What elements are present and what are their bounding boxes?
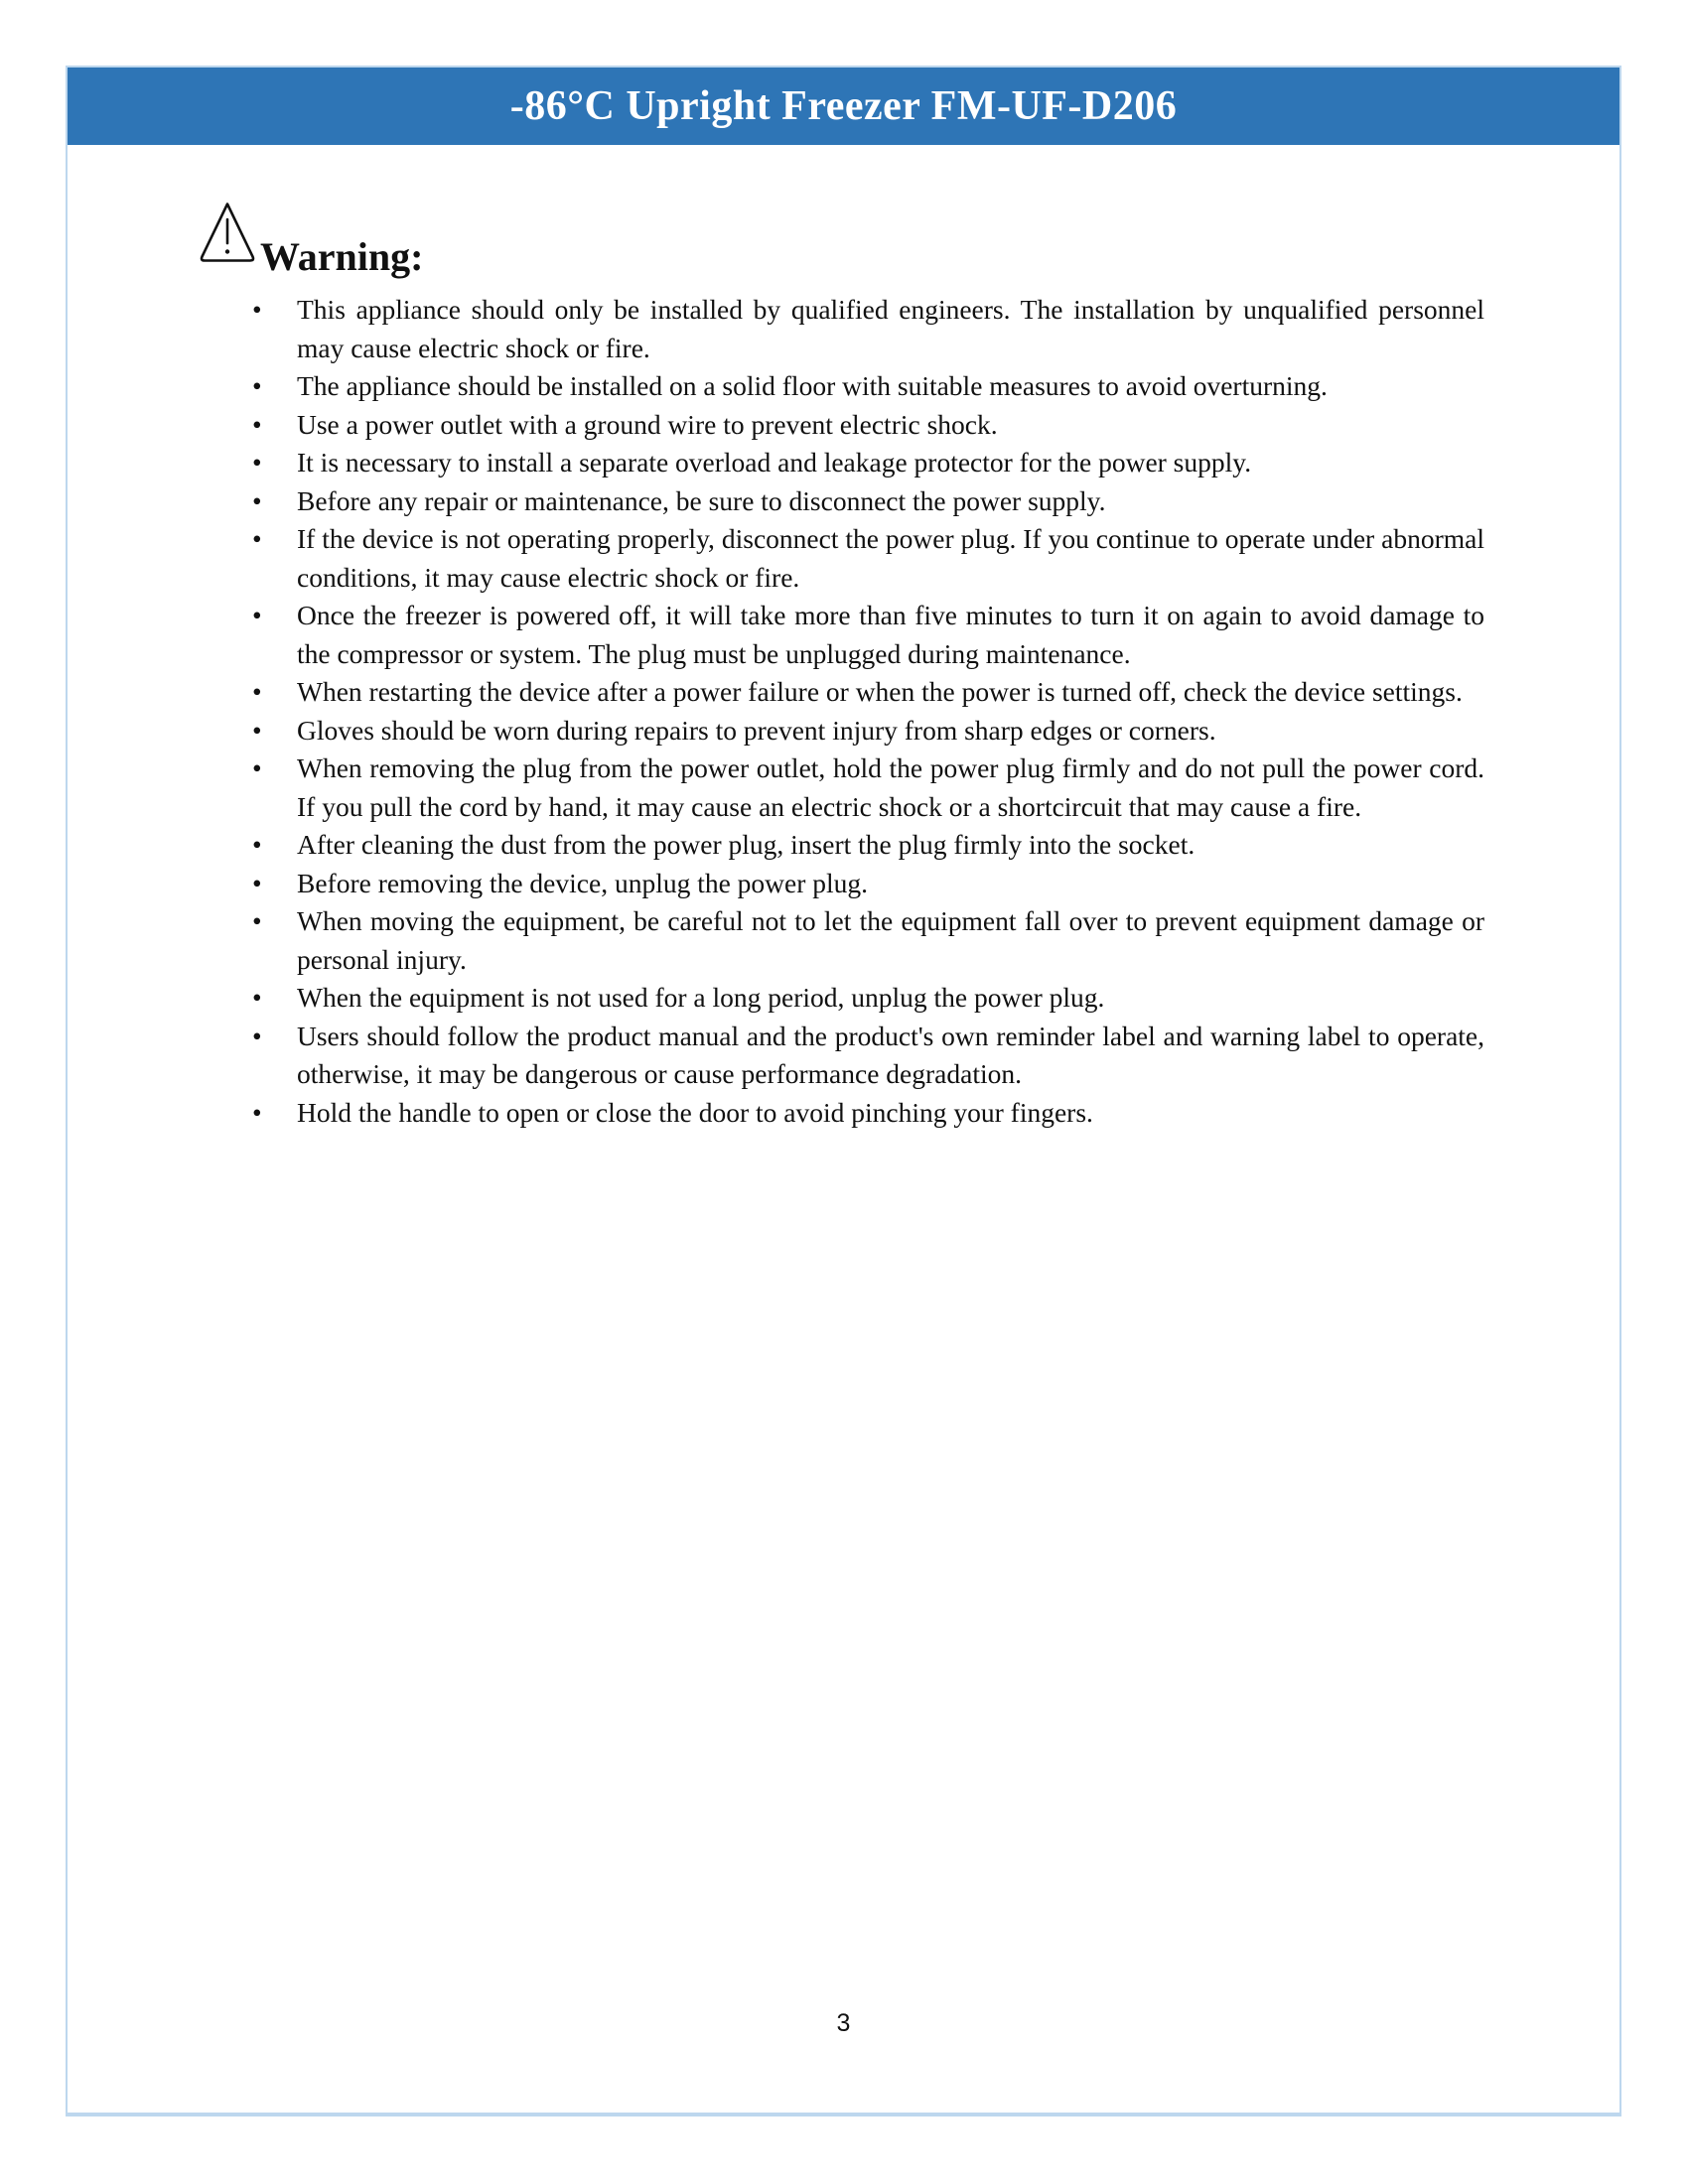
page-footer (68, 2009, 1619, 2038)
warning-item: • Hold the handle to open or close the door to avoid pinching your fingers. (197, 1094, 1484, 1133)
warning-item: • Use a power outlet with a ground wire to prevent electric shock. (197, 406, 1484, 445)
document-title: -86°C Upright Freezer FM-UF-D206 (509, 83, 1178, 129)
warning-item: • Users should follow the product manual and the product's own reminder label and warning label to operate, otherwise, it may be dangerous or cause performance degradation. (197, 1018, 1484, 1094)
warning-item: • When restarting the device after a power failure or when the power is turned off, check the device settings. (197, 673, 1484, 712)
warning-label: Warning: (260, 234, 424, 279)
warning-item: • After cleaning the dust from the power plug, insert the plug firmly into the socket. (197, 826, 1484, 865)
warning-item: • When the equipment is not used for a long period, unplug the power plug. (197, 979, 1484, 1018)
warning-item: • Once the freezer is powered off, it will take more than five minutes to turn it on again to avoid damage to the compressor or system. The plug must be unplugged during maintenance. (197, 597, 1484, 673)
warning-item: • When moving the equipment, be careful not to let the equipment fall over to prevent equipment damage or personal injury. (197, 902, 1484, 979)
content-area (68, 145, 1619, 1132)
header-bar (68, 68, 1619, 145)
warning-item: • When removing the plug from the power outlet, hold the power plug firmly and do not pull the power cord. If you pull the cord by hand, it may cause an electric shock or a shortcircuit that may cause a fire. (197, 750, 1484, 826)
warning-item: • Before any repair or maintenance, be sure to disconnect the power supply. (197, 482, 1484, 521)
page-frame (66, 66, 1621, 2116)
warning-item: • The appliance should be installed on a solid floor with suitable measures to avoid overturning. (197, 367, 1484, 406)
warning-item: • This appliance should only be installed by qualified engineers. The installation by unqualified personnel may cause electric shock or fire. (197, 291, 1484, 367)
page-number: 3 (836, 2009, 851, 2037)
warning-item: • Gloves should be worn during repairs to prevent injury from sharp edges or corners. (197, 712, 1484, 751)
warning-heading (197, 200, 1484, 279)
warning-list (197, 291, 1484, 1132)
warning-item: • Before removing the device, unplug the power plug. (197, 865, 1484, 903)
warning-triangle-icon (197, 200, 258, 265)
warning-item: • It is necessary to install a separate overload and leakage protector for the power supply. (197, 444, 1484, 482)
warning-item: • If the device is not operating properly, disconnect the power plug. If you continue to operate under abnormal conditions, it may cause electric shock or fire. (197, 520, 1484, 597)
